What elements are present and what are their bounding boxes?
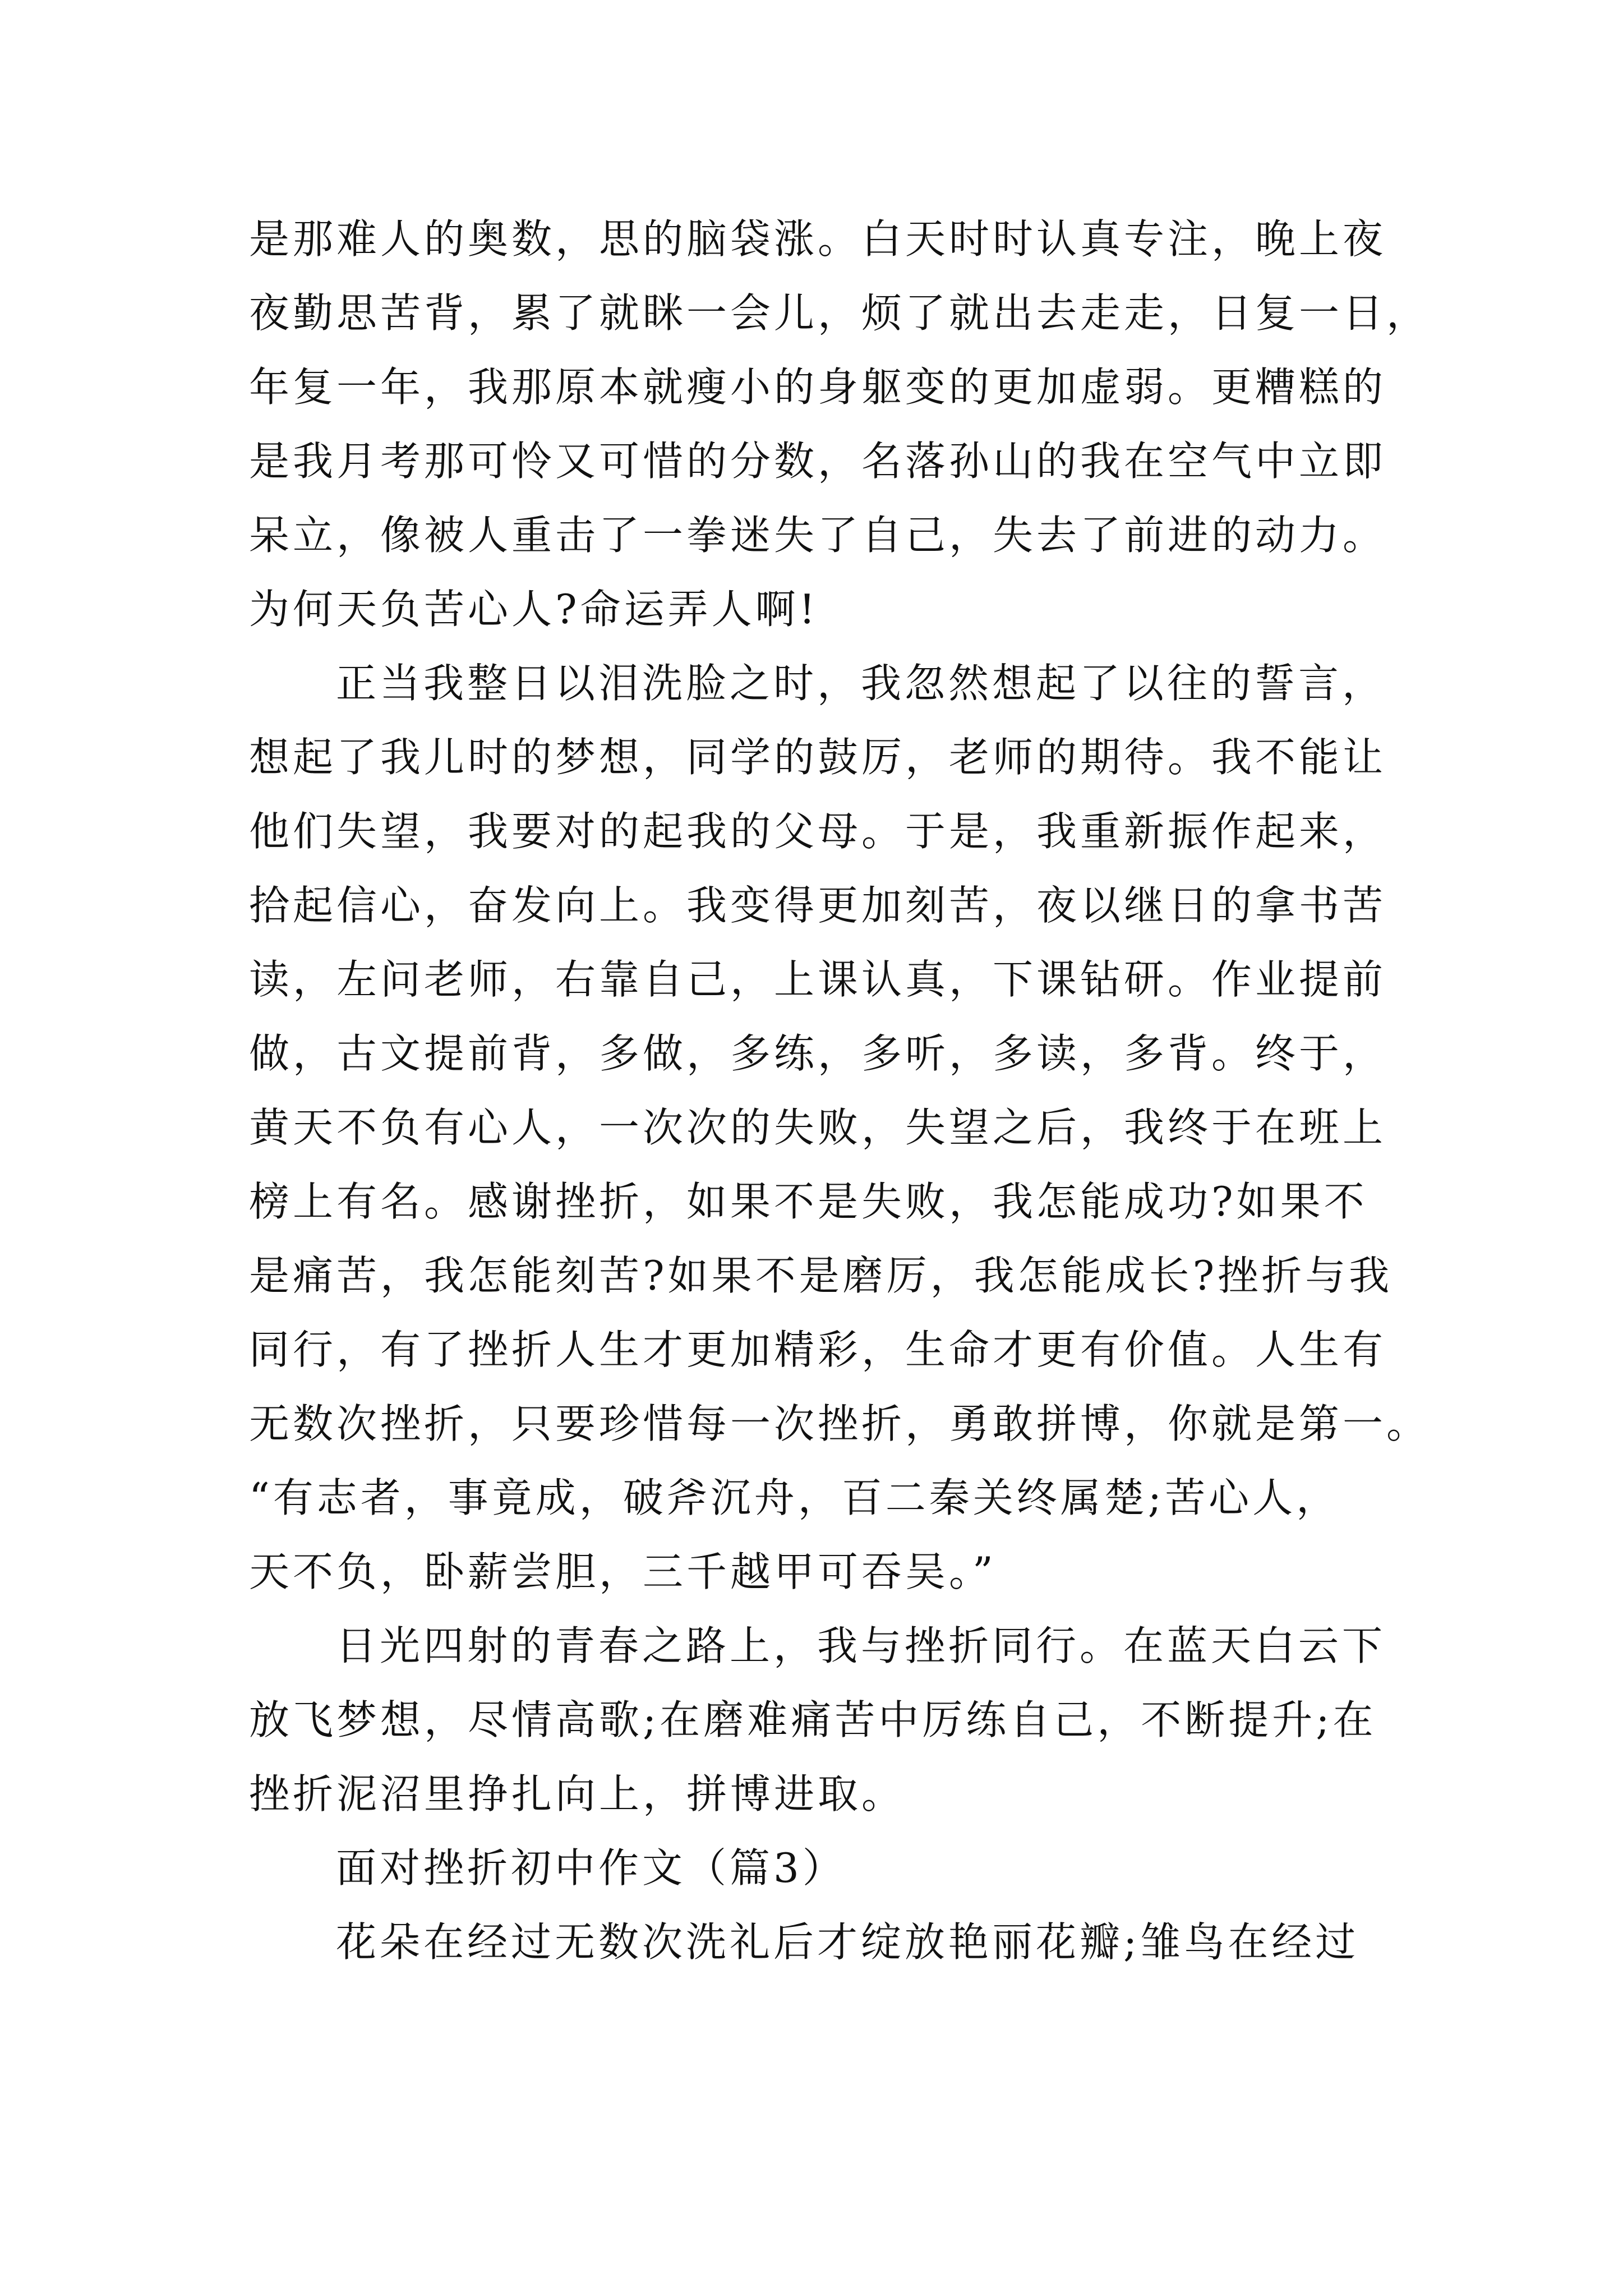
text-line: 同行，有了挫折人生才更加精彩，生命才更有价值。人生有: [249, 1326, 1387, 1373]
quote-line: 天不负，卧薪尝胆，三千越甲可吞吴。”: [249, 1548, 997, 1595]
text-line: 夜勤思苦背，累了就眯一会儿，烦了就出去走走，日复一日，: [249, 289, 1431, 337]
text-line: 放飞梦想，尽情高歌;在磨难痛苦中厉练自己，不断提升;在: [249, 1696, 1377, 1743]
quote-line: “有志者，事竟成，破斧沉舟，百二秦关终属楚;苦心人，: [249, 1474, 1340, 1521]
text-line: 无数次挫折，只要珍惜每一次挫折，勇敢拼博，你就是第一。: [249, 1400, 1431, 1447]
text-line: 做，古文提前背，多做，多练，多听，多读，多背。终于，: [249, 1030, 1387, 1077]
text-line: 为何天负苦心人?命运弄人啊!: [249, 586, 819, 633]
text-line: 榜上有名。感谢挫折，如果不是失败，我怎能成功?如果不: [249, 1178, 1368, 1225]
text-line: 黄天不负有心人，一次次的失败，失望之后，我终于在班上: [249, 1104, 1387, 1151]
text-line: 拾起信心，奋发向上。我变得更加刻苦，夜以继日的拿书苦: [249, 882, 1387, 929]
text-line: 他们失望，我要对的起我的父母。于是，我重新振作起来，: [249, 808, 1387, 855]
text-line: 呆立，像被人重击了一拳迷失了自己，失去了前进的动力。: [249, 512, 1387, 559]
text-line: 年复一年，我那原本就瘦小的身躯变的更加虚弱。更糟糕的: [249, 364, 1387, 411]
paragraph-first-line: 花朵在经过无数次洗礼后才绽放艳丽花瓣;雏鸟在经过: [336, 1918, 1359, 1966]
section-heading: 面对挫折初中作文（篇3）: [336, 1844, 846, 1892]
paragraph-first-line: 日光四射的青春之路上，我与挫折同行。在蓝天白云下: [336, 1622, 1386, 1669]
text-line: 想起了我儿时的梦想，同学的鼓厉，老师的期待。我不能让: [249, 734, 1387, 781]
paragraph-first-line: 正当我整日以泪洗脸之时，我忽然想起了以往的誓言，: [336, 660, 1386, 707]
text-line: 是我月考那可怜又可惜的分数，名落孙山的我在空气中立即: [249, 438, 1387, 485]
body-text: [249, 202, 1431, 1979]
text-line: 挫折泥沼里挣扎向上，拼博进取。: [249, 1770, 906, 1818]
text-line: 是那难人的奥数，思的脑袋涨。白天时时认真专注，晚上夜: [249, 215, 1387, 263]
text-line: 读，左问老师，右靠自己，上课认真，下课钻研。作业提前: [249, 956, 1387, 1003]
text-line: 是痛苦，我怎能刻苦?如果不是磨厉，我怎能成长?挫折与我: [249, 1252, 1393, 1299]
